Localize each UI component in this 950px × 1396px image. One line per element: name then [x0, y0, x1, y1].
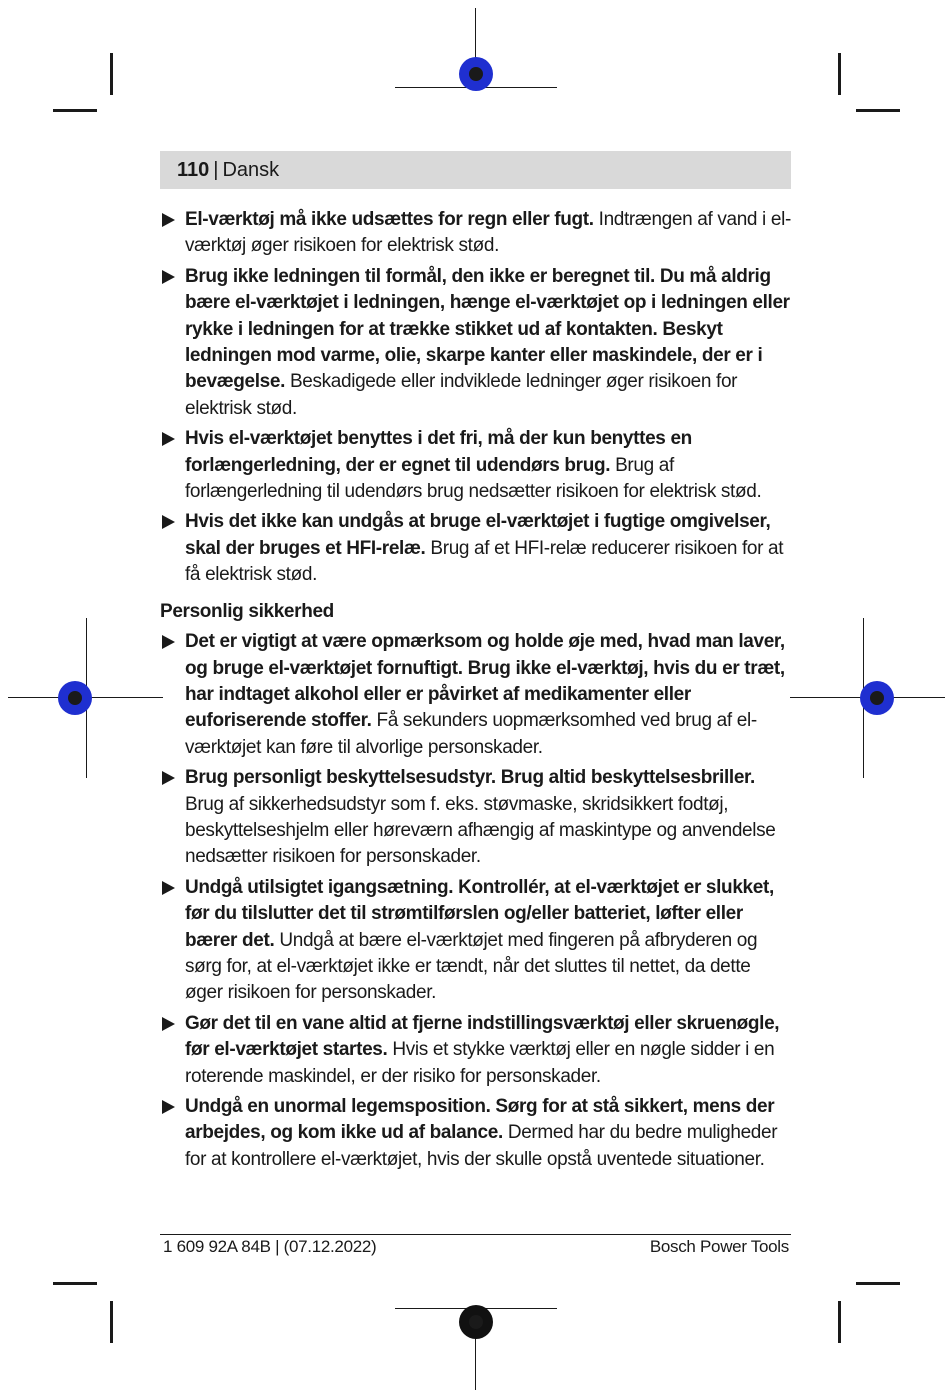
page-number: 110 [177, 158, 210, 181]
registration-target-icon [860, 681, 894, 715]
item-emphasis: Hvis det ikke kan undgås at bruge el-værktøjet i fugtige omgivelser, skal der bruges et HFI-relæ. [185, 511, 771, 559]
item-emphasis: Gør det til en vane altid at fjerne indstillingsværktøj eller skruenøgle, før el-værktøjet startes. [185, 1012, 780, 1061]
item-text: Brug af sikkerhedsudstyr som f. eks. støvmaske, skridsikkert fodtøj, beskyttelseshjelm eller høreværn afhængig af maskintype og anvendelse nedsætter risikoen for personskader. [185, 793, 776, 868]
crop-mark [53, 1282, 97, 1285]
page-footer [163, 1237, 789, 1257]
crop-mark [110, 53, 113, 95]
document-code: 1 609 92A 84B | (07.12.2022) [163, 1237, 377, 1256]
crop-mark [838, 53, 841, 95]
item-text: Hvis et stykke værktøj eller en nøgle sidder i en roterende maskindel, er der risiko for personskader. [185, 1039, 775, 1087]
section-language: Dansk [222, 158, 280, 181]
page-header [160, 151, 791, 189]
bullet-triangle-icon [162, 881, 175, 895]
item-text: Brug af forlængerledning til udendørs brug nedsætter risikoen for elektrisk stød. [185, 454, 762, 503]
item-text: Indtrængen af vand i el-værktøj øger risikoen for elektrisk stød. [185, 209, 791, 257]
crop-mark [110, 1301, 113, 1343]
bullet-triangle-icon [162, 1017, 175, 1031]
brand-name: Bosch Power Tools [649, 1237, 789, 1256]
item-text: Brug af et HFI-relæ reducerer risikoen for at få elektrisk stød. [185, 537, 784, 586]
bullet-triangle-icon [162, 771, 175, 785]
item-text: Undgå at bære el-værktøjet med fingeren på afbryderen og sørg for, at el-værktøjet ikke er tændt, når det sluttes til nettet, da dette øger risikoen for personskader. [185, 929, 758, 1004]
item-emphasis: Undgå en unormal legemsposition. Sørg for at stå sikkert, mens der arbejdes, og kom ikke ud af balance. [185, 1096, 775, 1144]
item-text: Få sekunders uopmærksomhed ved brug af el-værktøjet kan føre til alvorlige personskader. [185, 710, 757, 758]
list-item [160, 426, 791, 505]
crop-mark [838, 1301, 841, 1343]
list-item [160, 765, 791, 871]
list-item [160, 875, 791, 1007]
item-text: Dermed har du bedre muligheder for at kontrollere el-værktøjet, hvis der skulle opstå uventede situationer. [185, 1122, 778, 1170]
list-item [160, 509, 791, 588]
item-emphasis: Brug personligt beskyttelsesudstyr. Brug altid beskyttelsesbriller. [185, 767, 755, 789]
item-text: Beskadigede eller indviklede ledninger øger risikoen for elektrisk stød. [185, 371, 738, 419]
item-emphasis: Undgå utilsigtet igangsætning. Kontrollér, at el-værktøjet er slukket, før du tilslutter det til strømtilførslen og/eller batteriet, løfter eller bærer det. [185, 876, 774, 951]
registration-target-icon [459, 1305, 493, 1339]
safety-instructions [160, 207, 791, 1177]
registration-line [475, 1330, 476, 1390]
list-item [160, 1011, 791, 1090]
item-emphasis: Hvis el-værktøjet benyttes i det fri, må der kun benyttes en forlængerledning, der er egnet til udendørs brug. [185, 428, 692, 476]
bullet-triangle-icon [162, 1100, 175, 1114]
item-emphasis: Det er vigtigt at være opmærksom og holde øje med, hvad man laver, og bruge el-værktøjet fornuftigt. Brug ikke el-værktøj, hvis du er træt, har indtaget alkohol eller er påvirket af medikamenter eller euforiserende stoffer. [185, 631, 785, 732]
footer-rule [160, 1234, 791, 1235]
registration-target-icon [459, 57, 493, 91]
crop-mark [856, 1282, 900, 1285]
bullet-triangle-icon [162, 213, 175, 227]
header-separator: | [213, 158, 219, 181]
list-item [160, 629, 791, 761]
list-item [160, 207, 791, 260]
registration-target-icon [58, 681, 92, 715]
list-item [160, 1094, 791, 1173]
bullet-triangle-icon [162, 515, 175, 529]
bullet-triangle-icon [162, 635, 175, 649]
item-emphasis: Brug ikke ledningen til formål, den ikke er beregnet til. Du må aldrig bære el-værktøjet i ledningen, hænge el-værktøjet op i ledningen eller rykke i ledningen for at trække stikket ud af kontakten. Beskyt ledningen mod varme, olie, skarpe kanter eller maskindele, der er i bevægelse. [185, 265, 790, 393]
crop-mark [856, 109, 900, 112]
bullet-triangle-icon [162, 270, 175, 284]
item-emphasis: El-værktøj må ikke udsættes for regn eller fugt. [185, 209, 594, 230]
list-item [160, 264, 791, 422]
bullet-triangle-icon [162, 432, 175, 446]
section-title: Personlig sikkerhed [160, 600, 334, 622]
crop-mark [53, 109, 97, 112]
